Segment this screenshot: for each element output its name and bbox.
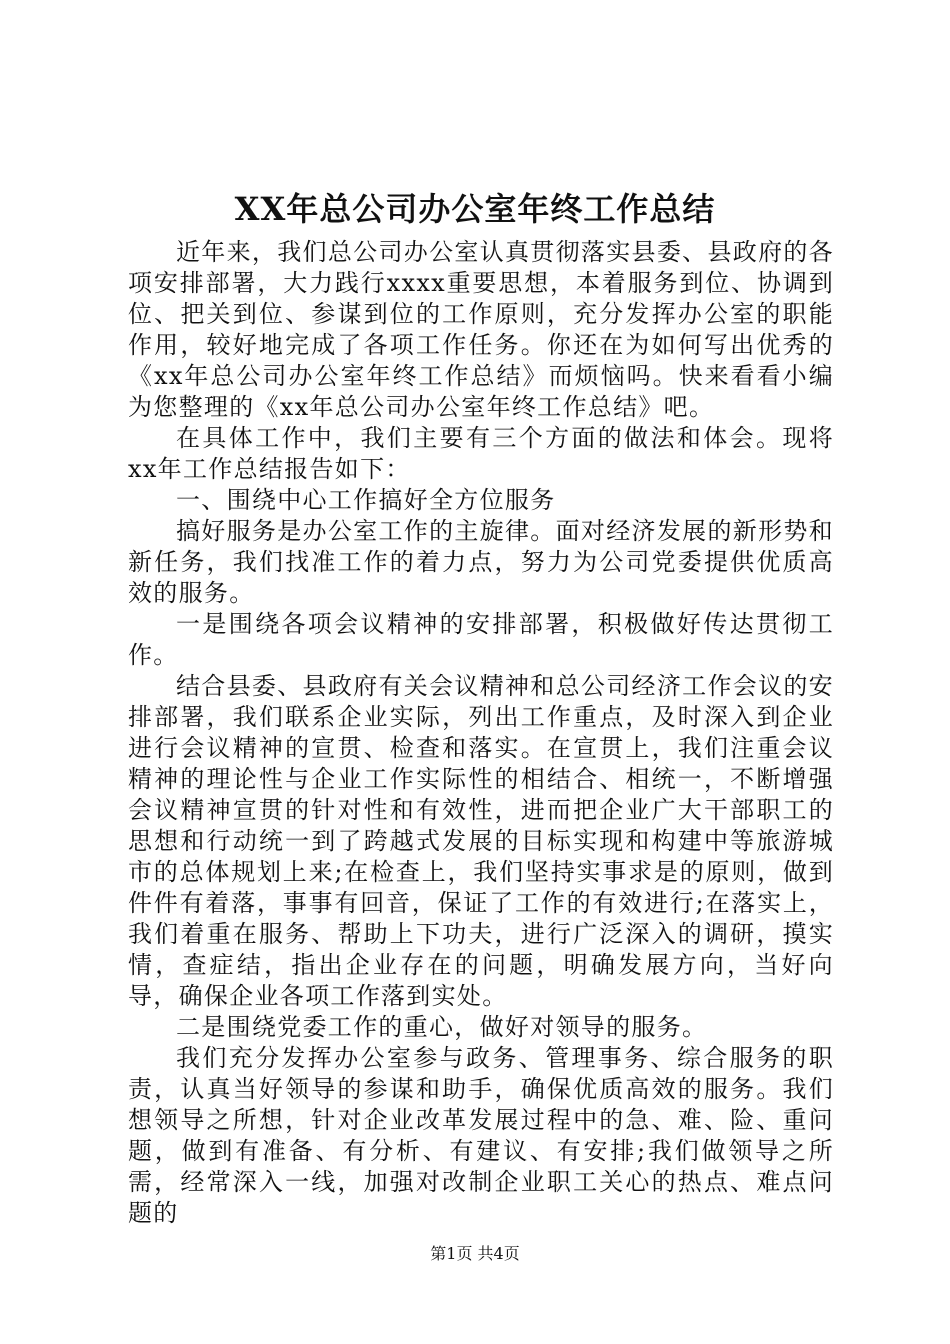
paragraph-overview: 在具体工作中，我们主要有三个方面的做法和体会。现将xx年工作总结报告如下： (128, 424, 834, 483)
subheading-1: 一是围绕各项会议精神的安排部署，积极做好传达贯彻工作。 (128, 610, 834, 669)
document-title: XX年总公司办公室年终工作总结 (234, 190, 716, 228)
subheading-2: 二是围绕党委工作的重心，做好对领导的服务。 (176, 1013, 708, 1041)
paragraph-leadership: 我们充分发挥办公室参与政务、管理事务、综合服务的职责，认真当好领导的参谋和助手，确保优质高效的服务。我们想领导之所想，针对企业改革发展过程中的急、难、险、重问题，做到有准备、有分析、有建议、有安排;我们做领导之所需，经常深入一线，加强对改制企业职工关心的热点、难点问题的 (128, 1044, 834, 1227)
document-body (128, 237, 834, 1229)
paragraph-intro: 近年来，我们总公司办公室认真贯彻落实县委、县政府的各项安排部署，大力践行xxxx重要思想，本着服务到位、协调到位、把关到位、参谋到位的工作原则，充分发挥办公室的职能作用，较好地完成了各项工作任务。你还在为如何写出优秀的《xx年总公司办公室年终工作总结》而烦恼吗。快来看看小编为您整理的《xx年总公司办公室年终工作总结》吧。 (128, 238, 834, 421)
paragraph-service: 搞好服务是办公室工作的主旋律。面对经济发展的新形势和新任务，我们找准工作的着力点，努力为公司党委提供优质高效的服务。 (128, 517, 834, 607)
page-number: 第1页 共4页 (430, 1244, 520, 1263)
section-heading-1: 一、围绕中心工作搞好全方位服务 (176, 486, 556, 514)
paragraph-meetings: 结合县委、县政府有关会议精神和总公司经济工作会议的安排部署，我们联系企业实际，列出工作重点，及时深入到企业进行会议精神的宣贯、检查和落实。在宣贯上，我们注重会议精神的理论性与企业工作实际性的相结合、相统一，不断增强会议精神宣贯的针对性和有效性，进而把企业广大干部职工的思想和行动统一到了跨越式发展的目标实现和构建中等旅游城市的总体规划上来;在检查上，我们坚持实事求是的原则，做到件件有着落，事事有回音，保证了工作的有效进行;在落实上，我们着重在服务、帮助上下功夫，进行广泛深入的调研，摸实情，查症结，指出企业存在的问题，明确发展方向，当好向导，确保企业各项工作落到实处。 (128, 672, 834, 1010)
